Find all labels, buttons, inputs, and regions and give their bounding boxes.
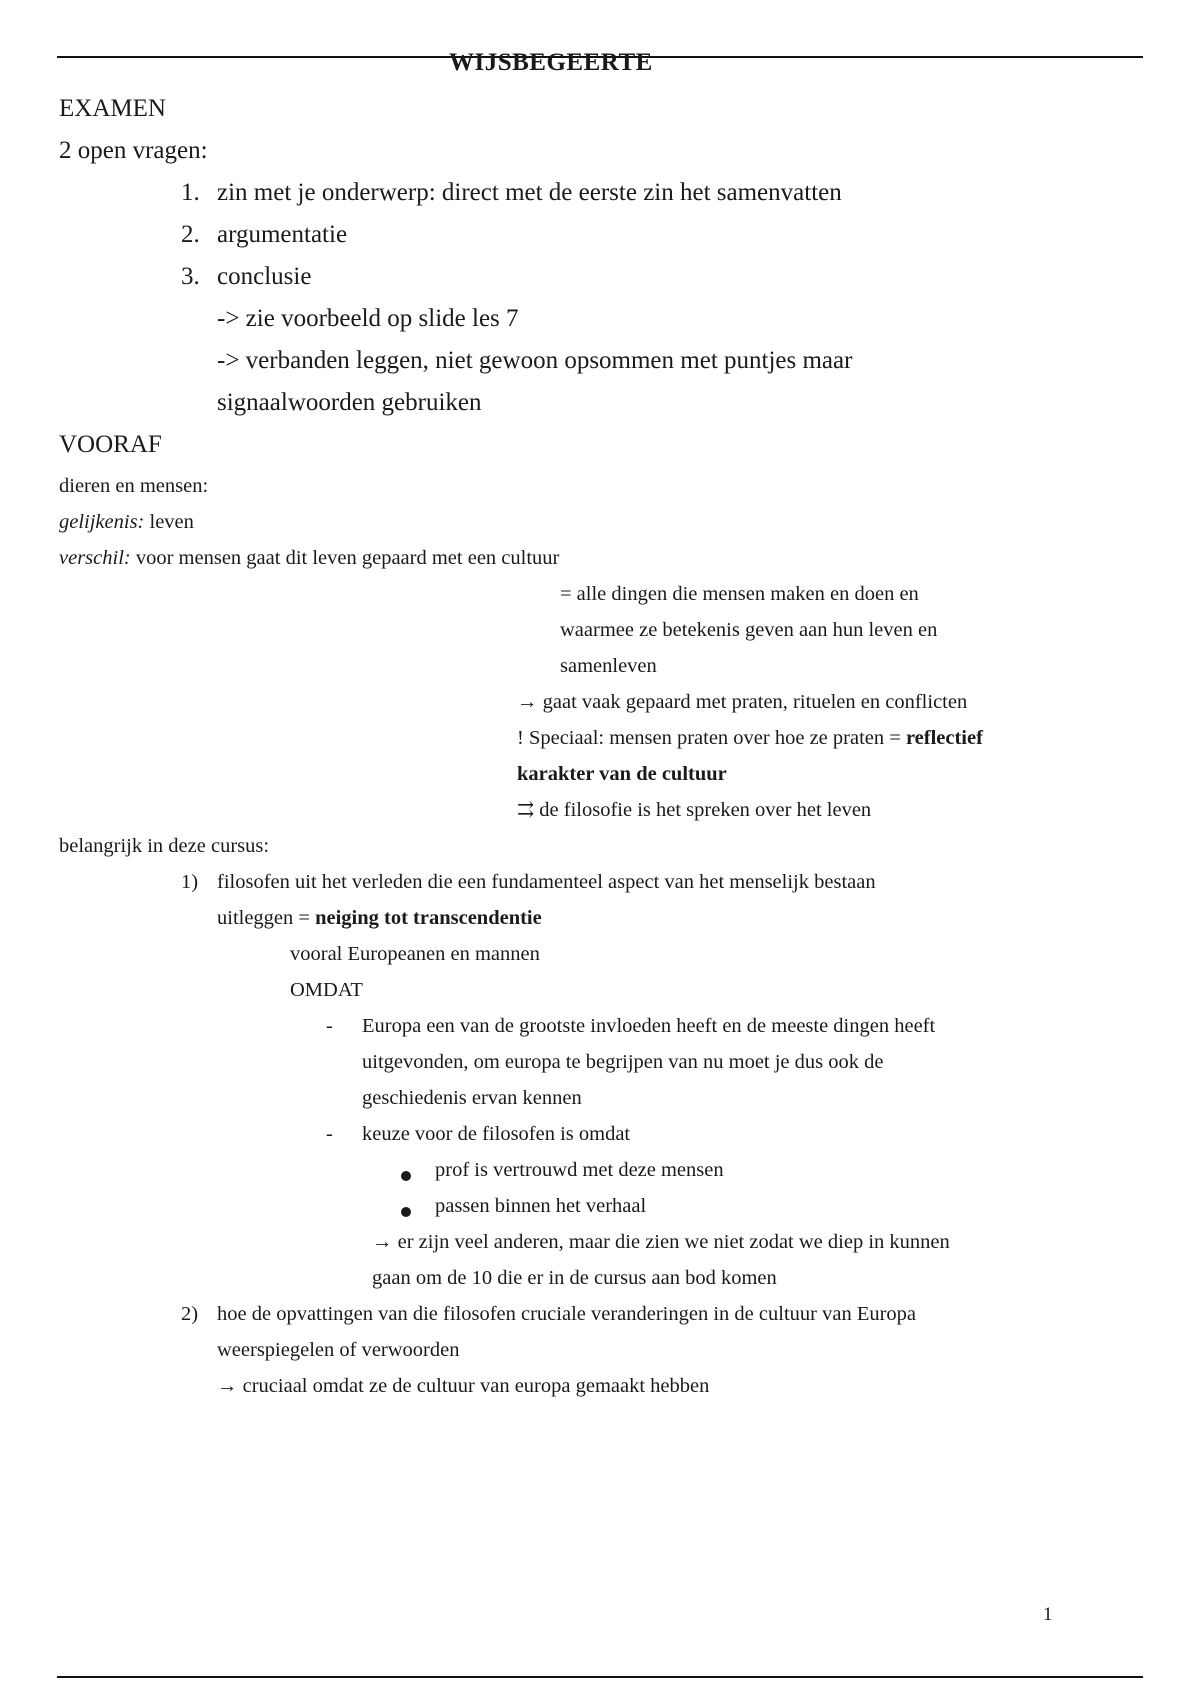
point-1-num: 1): [181, 871, 199, 893]
examen-item-3-num: 3.: [181, 263, 200, 290]
dash-2: -: [326, 1123, 333, 1145]
cursus-intro: belangrijk in deze cursus:: [59, 835, 270, 857]
bullet-1-text: prof is vertrouwd met deze mensen: [435, 1159, 724, 1181]
examen-item-1-text: zin met je onderwerp: direct met de eerste zin het samenvatten: [217, 179, 842, 206]
point-1-bold: neiging tot transcendentie: [315, 907, 542, 929]
special-bold-2: karakter van de cultuur: [517, 763, 727, 785]
examen-item-1-num: 1.: [181, 179, 200, 206]
bullet-2-text: passen binnen het verhaal: [435, 1195, 647, 1217]
examen-note-2a: -> verbanden leggen, niet gewoon opsommen met puntjes maar: [217, 347, 853, 374]
vooraf-heading: VOORAF: [59, 431, 162, 458]
verschil-text: voor mensen gaat dit leven gepaard met een cultuur: [130, 547, 560, 569]
point-2-line-1: hoe de opvattingen van die filosofen cruciale veranderingen in de cultuur van Europa: [217, 1303, 917, 1325]
dash-1-line-2: uitgevonden, om europa te begrijpen van nu moet je dus ook de: [362, 1051, 884, 1073]
point-1-text: uitleggen =: [217, 907, 316, 929]
point-2-line-2: weerspiegelen of verwoorden: [217, 1339, 460, 1361]
special-text: ! Speciaal: mensen praten over hoe ze praten =: [517, 727, 906, 749]
dash-1-line-3: geschiedenis ervan kennen: [362, 1087, 582, 1109]
examen-note-2b: signaalwoorden gebruiken: [217, 389, 482, 416]
examen-item-3-text: conclusie: [217, 263, 312, 290]
point-1-line-2: [217, 908, 542, 929]
point-1-line-1: filosofen uit het verleden die een fundamenteel aspect van het menselijk bestaan: [217, 871, 876, 893]
dash-2-text: keuze voor de filosofen is omdat: [362, 1123, 631, 1145]
cultuur-definition-3: samenleven: [560, 655, 657, 677]
special-bold-1: reflectief: [905, 727, 983, 749]
examen-item-2-num: 2.: [181, 221, 200, 248]
arrow-note-cruciaal: → cruciaal omdat ze de cultuur van europa gemaakt hebben: [217, 1375, 710, 1397]
examen-intro: 2 open vragen:: [59, 137, 208, 164]
examen-note-1: -> zie voorbeeld op slide les 7: [217, 305, 519, 332]
gelijkenis-text: leven: [144, 511, 194, 533]
page-title: WIJSBEGEERTE: [449, 49, 653, 76]
dash-1-line-1: Europa een van de grootste invloeden heeft en de meeste dingen heeft: [362, 1015, 936, 1037]
verschil-label: verschil:: [59, 547, 131, 569]
gelijkenis-line: [59, 512, 194, 533]
bullet-icon: [401, 1171, 411, 1181]
bottom-rule: [57, 1676, 1143, 1678]
gelijkenis-label: gelijkenis:: [59, 511, 145, 533]
bullet-icon: [401, 1207, 411, 1217]
arrow-note-anderen-1: → er zijn veel anderen, maar die zien we niet zodat we diep in kunnen: [372, 1231, 950, 1253]
page-number: 1: [1043, 1604, 1053, 1625]
dash-1: -: [326, 1015, 333, 1037]
cultuur-definition-2: waarmee ze betekenis geven aan hun leven en: [560, 619, 938, 641]
verschil-line: [59, 548, 559, 569]
arrow-note-praten: → gaat vaak gepaard met praten, rituelen en conflicten: [517, 691, 968, 713]
arrow-note-anderen-2: gaan om de 10 die er in de cursus aan bod komen: [372, 1267, 777, 1289]
arrow-note-filosofie: ⇉ de filosofie is het spreken over het leven: [517, 799, 872, 821]
examen-item-2-text: argumentatie: [217, 221, 348, 248]
point-2-num: 2): [181, 1303, 199, 1325]
special-line: [517, 728, 983, 749]
sub-note-europeanen: vooral Europeanen en mannen: [290, 943, 540, 965]
omdat-label: OMDAT: [290, 979, 363, 1001]
examen-heading: EXAMEN: [59, 95, 166, 122]
vooraf-line-1: dieren en mensen:: [59, 475, 209, 497]
cultuur-definition-1: = alle dingen die mensen maken en doen en: [560, 583, 919, 605]
